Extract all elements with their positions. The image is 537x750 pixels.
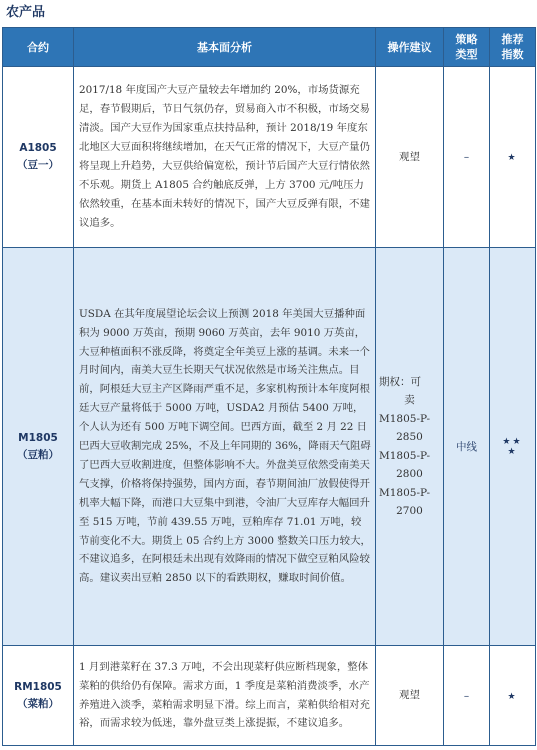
table-row-a1805 bbox=[3, 67, 536, 248]
strategy-type-cell: 中线 bbox=[444, 248, 490, 646]
strategy-type-cell: – bbox=[444, 67, 490, 248]
table-header-row bbox=[3, 28, 536, 67]
header-strategy-line1: 策略 bbox=[455, 33, 478, 46]
recommend-index-cell bbox=[490, 646, 536, 746]
star-icon: ★ bbox=[507, 691, 518, 702]
strategy-type-cell: – bbox=[444, 646, 490, 746]
header-recommend-index bbox=[490, 28, 536, 67]
contract-cell bbox=[3, 67, 74, 248]
star-icon: ★ bbox=[507, 153, 518, 163]
section-title: 农产品 bbox=[6, 5, 46, 20]
operation-cell: 观望 bbox=[376, 646, 444, 746]
operation-line: 期权：可 bbox=[379, 375, 421, 388]
agri-strategy-table bbox=[2, 27, 536, 746]
contract-code: RM1805 bbox=[14, 680, 62, 693]
header-strategy-type bbox=[444, 28, 490, 67]
header-analysis: 基本面分析 bbox=[74, 28, 376, 67]
contract-name: （菜粕） bbox=[17, 697, 59, 710]
header-contract: 合约 bbox=[3, 28, 74, 67]
table-row-m1805 bbox=[3, 248, 536, 646]
table-row-rm1805 bbox=[3, 646, 536, 746]
analysis-cell: 2017/18 年度国产大豆产量较去年增加约 20%，市场货源充足，春节假期后，节日气氛仍存，贸易商入市不积极，市场交易清淡。国产大豆作为国家重点扶持品种，预计 2018/19 年度东北地区大豆面积将继续增加，在天气正常的情况下，大豆产量仍将呈现上升趋势，大豆供给偏宽松，预计节后国产大豆行情依然不乐观。期货上 A1805 合约触底反弹，上方 3700 元/吨压力依然较重，在基本面未转好的情况下，国产大豆反弹有限，不建议追多。 bbox=[74, 67, 376, 248]
operation-line: 2700 bbox=[396, 505, 423, 517]
contract-name: （豆一） bbox=[17, 159, 59, 171]
contract-name: （豆粕） bbox=[17, 448, 59, 461]
operation-line: 卖 bbox=[404, 394, 415, 406]
star-icon: ★★ bbox=[502, 436, 523, 447]
operation-line: 2800 bbox=[396, 468, 423, 480]
operation-line: M1805-P- bbox=[379, 486, 431, 499]
header-operation: 操作建议 bbox=[376, 28, 444, 67]
contract-cell bbox=[3, 646, 74, 746]
recommend-index-cell bbox=[490, 248, 536, 646]
operation-cell: 观望 bbox=[376, 67, 444, 248]
contract-code: M1805 bbox=[18, 431, 58, 444]
operation-line: M1805-P- bbox=[379, 449, 431, 462]
operation-line: M1805-P- bbox=[379, 412, 431, 425]
header-recommend-line1: 推荐 bbox=[501, 33, 524, 46]
star-icon: ★ bbox=[507, 446, 518, 457]
analysis-cell: 1 月到港菜籽在 37.3 万吨，不会出现菜籽供应断档现象，整体菜粕的供给仍有保障。需求方面，1 季度是菜粕消费淡季，水产养殖进入淡季，菜粕需求明显下滑。综上而言，菜粕供给相对充裕，而需求较为低迷，靠外盘豆类上涨提振，不建议追多。 bbox=[74, 646, 376, 746]
contract-cell bbox=[3, 248, 74, 646]
header-strategy-line2: 类型 bbox=[455, 48, 478, 61]
recommend-index-cell bbox=[490, 67, 536, 248]
header-recommend-line2: 指数 bbox=[501, 48, 524, 61]
analysis-cell: USDA 在其年度展望论坛会议上预测 2018 年美国大豆播种面积为 9000 万英亩，预期 9060 万英亩，去年 9010 万英亩，大豆种植面积不涨反降，将奠定全年美豆上涨的基调。未来一个月时间内，南美大豆生长期天气状况依然是市场关注焦点。目前，阿根廷大豆主产区降雨严重不足，多家机构预计本年度阿根廷大豆产量将低于 5000 万吨，USDA2 月预估 5400 万吨，个人认为还有 500 万吨下调空间。巴西方面，截至 2 月 22 日巴西大豆收割完成 25%，不及上年同期的 36%，降雨天气阻碍了巴西大豆收割进度，但整体影响不大。外盘美豆依然受南美天气支撑，价格将保持强势，国内方面，春节期间油厂放假使得开机率大幅下降，而港口大豆集中到港，令油厂大豆库存大幅回升至 515 万吨，节前 439.55 万吨，豆粕库存 71.01 万吨，较节前变化不大。期货上 05 合约上方 3000 整数关口压力较大，不建议追多，在阿根廷未出现有效降雨的情况下做空豆粕风险较高。建议卖出豆粕 2850 以下的看跌期权，赚取时间价值。 bbox=[74, 248, 376, 646]
contract-code: A1805 bbox=[19, 142, 57, 154]
operation-cell bbox=[376, 248, 444, 646]
operation-line: 2850 bbox=[396, 431, 423, 443]
